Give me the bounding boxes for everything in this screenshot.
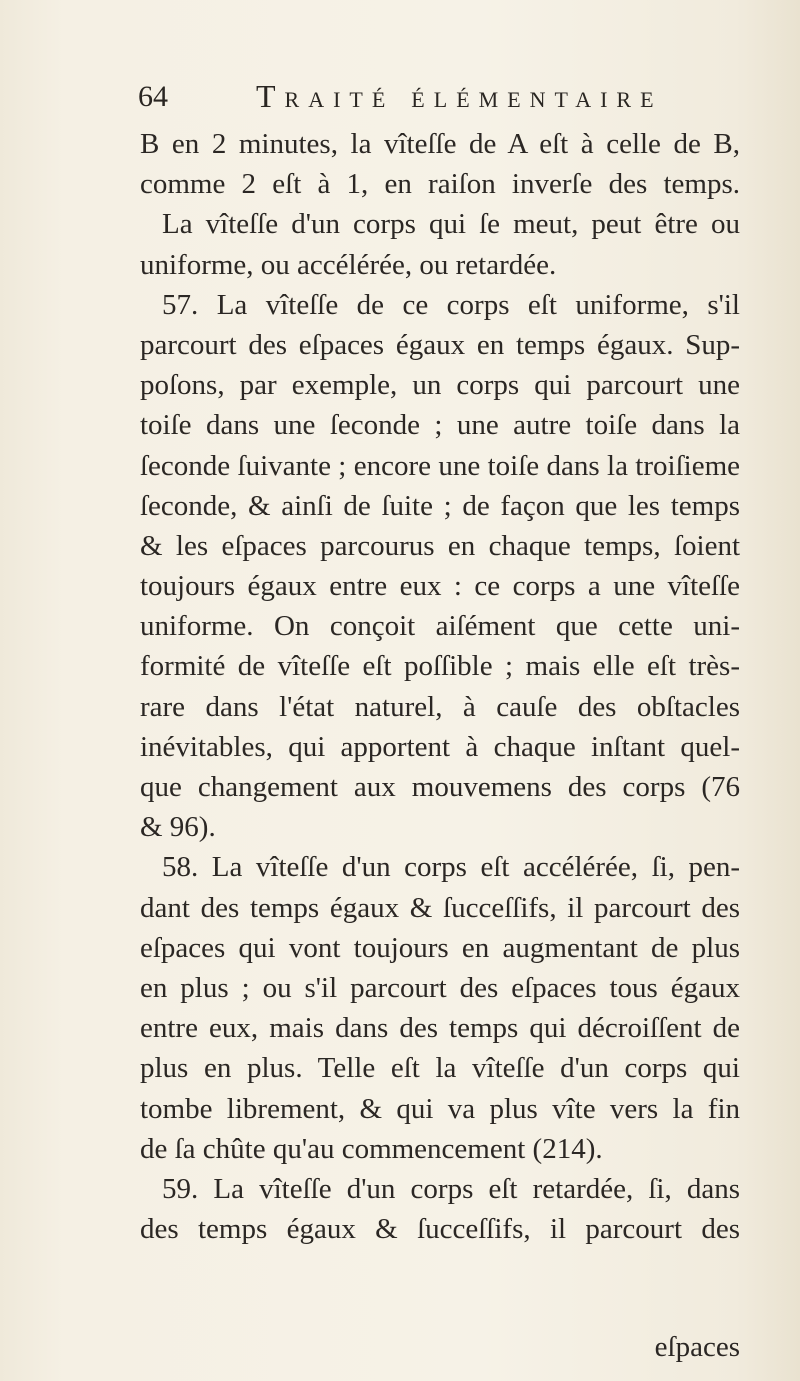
text-line: dant des temps égaux & ſucceſſifs, il parcourt des: [140, 891, 740, 924]
text-line: comme 2 eſt à 1, en raiſon inverſe des temps.: [140, 168, 740, 201]
text-line: tombe librement, & qui va plus vîte vers la fin: [140, 1092, 740, 1125]
text-line: plus en plus. Telle eſt la vîteſſe d'un corps qui: [140, 1052, 740, 1085]
text-line: 59. La vîteſſe d'un corps eſt retardée, ſi, dans: [162, 1172, 740, 1205]
text-line: parcourt des eſpaces égaux en temps égaux. Sup-: [140, 328, 740, 361]
text-line: & 96).: [140, 811, 216, 844]
text-line: inévitables, qui apportent à chaque inſtant quel-: [140, 730, 740, 763]
text-line: rare dans l'état naturel, à cauſe des obſtacles: [140, 690, 740, 723]
text-line: toujours égaux entre eux : ce corps a une vîteſſe: [140, 570, 740, 603]
text-line: 57. La vîteſſe de ce corps eſt uniforme, s'il: [162, 288, 740, 321]
text-line: & les eſpaces parcourus en chaque temps, ſoient: [140, 529, 740, 562]
text-line: formité de vîteſſe eſt poſſible ; mais elle eſt très-: [140, 650, 740, 683]
text-line: 58. La vîteſſe d'un corps eſt accélérée, ſi, pen-: [162, 851, 740, 884]
text-line: de ſa chûte qu'au commencement (214).: [140, 1132, 603, 1165]
text-line: poſons, par exemple, un corps qui parcourt une: [140, 369, 740, 402]
text-line: en plus ; ou s'il parcourt des eſpaces tous égaux: [140, 971, 740, 1004]
text-line: toiſe dans une ſeconde ; une autre toiſe dans la: [140, 409, 740, 442]
page-number: 64: [138, 80, 168, 113]
text-line: ſeconde, & ainſi de ſuite ; de façon que les temps: [140, 489, 740, 522]
running-title: Traité élémentaire: [256, 78, 663, 114]
text-line: uniforme. On conçoit aiſément que cette uni-: [140, 610, 740, 643]
text-line: eſpaces qui vont toujours en augmentant de plus: [140, 931, 740, 964]
text-line: que changement aux mouvemens des corps (76: [140, 771, 740, 803]
text-line: La vîteſſe d'un corps qui ſe meut, peut être ou: [162, 208, 740, 241]
running-head: [138, 78, 738, 118]
text-line: B en 2 minutes, la vîteſſe de A eſt à celle de B,: [140, 128, 740, 160]
catchword: eſpaces: [654, 1331, 740, 1363]
text-line: entre eux, mais dans des temps qui décroiſſent de: [140, 1012, 740, 1045]
text-line: uniforme, ou accélérée, ou retardée.: [140, 248, 557, 281]
text-line: ſeconde ſuivante ; encore une toiſe dans la troiſieme: [140, 449, 740, 482]
body-text: [140, 124, 740, 1249]
text-line: des temps égaux & ſucceſſifs, il parcourt des: [140, 1213, 740, 1246]
